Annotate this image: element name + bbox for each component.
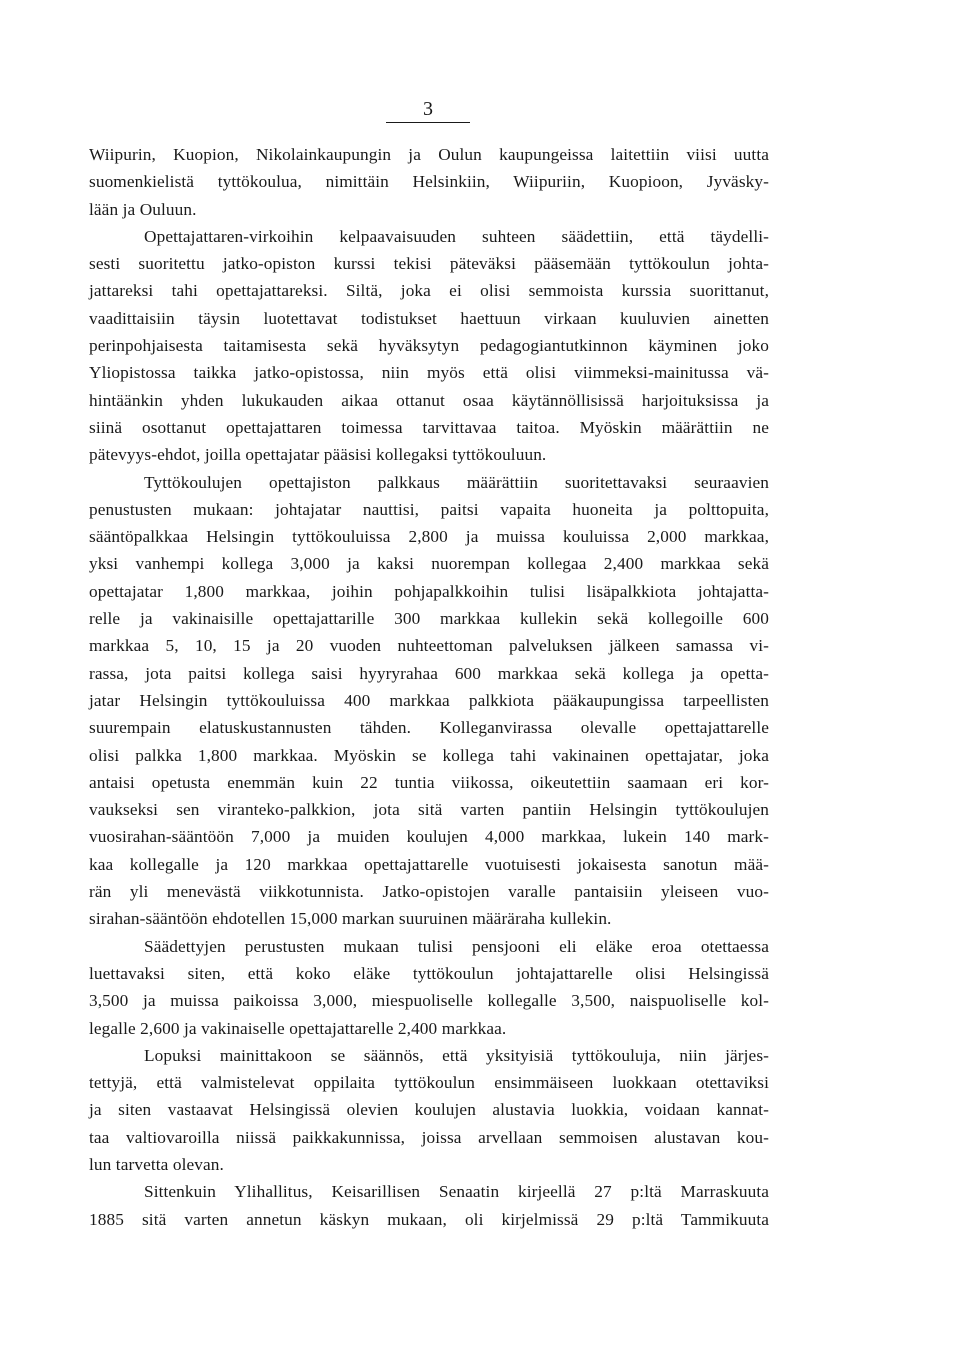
text-line: legalle 2,600 ja vakinaiselle opettajattarelle 2,400 markkaa. (89, 1018, 507, 1038)
text-line: suomenkielistä tyttökoulua, nimittäin Helsinkiin, Wiipuriin, Kuopioon, Jyväsky- (89, 172, 769, 192)
text-line: siinä osottanut opettajattaren toimessa tarvittavaa taitoa. Myöskin määrättiin ne (89, 417, 769, 437)
text-line: luettavaksi siten, että koko eläke tyttökoulun johtajattarelle olisi Helsingissä (89, 963, 769, 983)
text-line: lään ja Ouluun. (89, 199, 197, 219)
text-line: Lopuksi mainittakoon se säännös, että yksityisiä tyttökouluja, niin järjes- (144, 1045, 769, 1065)
text-line: Opettajattaren-virkoihin kelpaavaisuuden suhteen säädettiin, että täydelli- (144, 226, 769, 246)
page-number-rule (386, 122, 470, 123)
text-line: kaa kollegalle ja 120 markkaa opettajattarelle vuotuisesti jokaisesta sanotun mää- (89, 854, 769, 874)
text-line: lun tarvetta olevan. (89, 1154, 224, 1174)
text-line: penustusten mukaan: johtajatar nauttisi, paitsi vapaita huoneita ja polttopuita, (89, 499, 769, 519)
text-line: vuosirahan-sääntöön 7,000 ja muiden koulujen 4,000 markkaa, lukein 140 mark- (89, 827, 769, 847)
text-line: 3,500 ja muissa paikoissa 3,000, miespuoliselle kollegalle 3,500, naispuoliselle kol- (89, 991, 769, 1011)
text-line: Tyttökoulujen opettajiston palkkaus määrättiin suoritettavaksi seuraavien (144, 472, 769, 492)
text-line: perinpohjaisesta taitamisesta sekä hyväksytyn pedagogiantutkinnon käyminen joko (89, 336, 769, 356)
text-line: suurempain elatuskustannusten tähden. Kolleganvirassa olevalle opettajattarelle (89, 718, 769, 738)
text-line: sääntöpalkkaa Helsingin tyttökouluissa 2,800 ja muissa kouluissa 2,000 markkaa, (89, 527, 769, 547)
page-number: 3 (423, 98, 433, 120)
page-number-container (386, 98, 470, 120)
text-line: opettajatar 1,800 markkaa, joihin pohjapalkkoihin tulisi lisäpalkkiota johtajatta- (89, 581, 769, 601)
body-text (89, 141, 769, 1233)
text-line: Sittenkuin Ylihallitus, Keisarillisen Senaatin kirjeellä 27 p:ltä Marraskuuta (144, 1182, 769, 1202)
text-line: vaadittaisiin täysin luotettavat todistukset haettuun virkaan kuuluvien ainetten (89, 308, 769, 328)
text-line: Säädettyjen perustusten mukaan tulisi pensjooni eli eläke eroa otettaessa (144, 936, 769, 956)
text-line: olisi palkka 1,800 markkaa. Myöskin se kollega tahi vakinainen opettajatar, joka (89, 745, 769, 765)
text-line: pätevyys-ehdot, joilla opettajatar pääsisi kollegaksi tyttökouluun. (89, 445, 547, 465)
text-line: vaukseksi sen viranteko-palkkion, jota sitä varten pantiin Helsingin tyttökoulujen (89, 800, 769, 820)
text-line: sesti suoritettu jatko-opiston kurssi tekisi päteväksi pääsemään tyttökoulun johta- (89, 254, 769, 274)
text-line: Wiipurin, Kuopion, Nikolainkaupungin ja Oulun kaupungeissa laitettiin viisi uutta (89, 145, 769, 164)
text-line: antaisi opetusta enemmän kuin 22 tuntia viikossa, oikeutettiin saamaan eri kor- (89, 772, 769, 792)
text-line: markkaa 5, 10, 15 ja 20 vuoden nuhteettoman palveluksen jälkeen samassa vi- (89, 636, 769, 656)
text-line: relle ja vakinaisille opettajattarille 300 markkaa kullekin sekä kollegoille 600 (89, 609, 769, 629)
text-line: tettyjä, että valmistelevat oppilaita tyttökoulun ensimmäiseen luokkaan otettaviksi (89, 1073, 769, 1093)
text-line: 1885 sitä varten annetun käskyn mukaan, oli kirjelmissä 29 p:ltä Tammikuuta (89, 1209, 769, 1229)
text-line: yksi vanhempi kollega 3,000 ja kaksi nuorempan kollegaa 2,400 markkaa sekä (89, 554, 769, 574)
text-line: jattareksi tahi opettajattareksi. Siltä, joka ei olisi semmoista kurssia suorittanut, (89, 281, 769, 301)
text-line: ja siten vastaavat Helsingissä olevien koulujen alustavia luokkia, voidaan kannat- (89, 1100, 769, 1120)
text-line: Yliopistossa taikka jatko-opistossa, niin myös että olisi viimmeksi-mainitussa vä- (89, 363, 769, 383)
text-line: rassa, jota paitsi kollega saisi hyyryrahaa 600 markkaa sekä kollega ja opetta- (89, 663, 769, 683)
text-line: hintäänkin yhden lukukauden aikaa ottanut osaa käytännöllisissä harjoituksissa ja (89, 390, 769, 410)
text-line: taa valtiovaroilla niissä paikkakunnissa, joissa arvellaan semmoisen alustavan kou- (89, 1127, 769, 1147)
text-line: jatar Helsingin tyttökouluissa 400 markkaa palkkiota pääkaupungissa tarpeellisten (89, 690, 769, 710)
text-line: rän yli menevästä viikkotunnista. Jatko-opistojen varalle pantaisiin yleiseen vuo- (89, 882, 769, 902)
text-line: sirahan-sääntöön ehdotellen 15,000 markan suuruinen määräraha kullekin. (89, 909, 612, 929)
